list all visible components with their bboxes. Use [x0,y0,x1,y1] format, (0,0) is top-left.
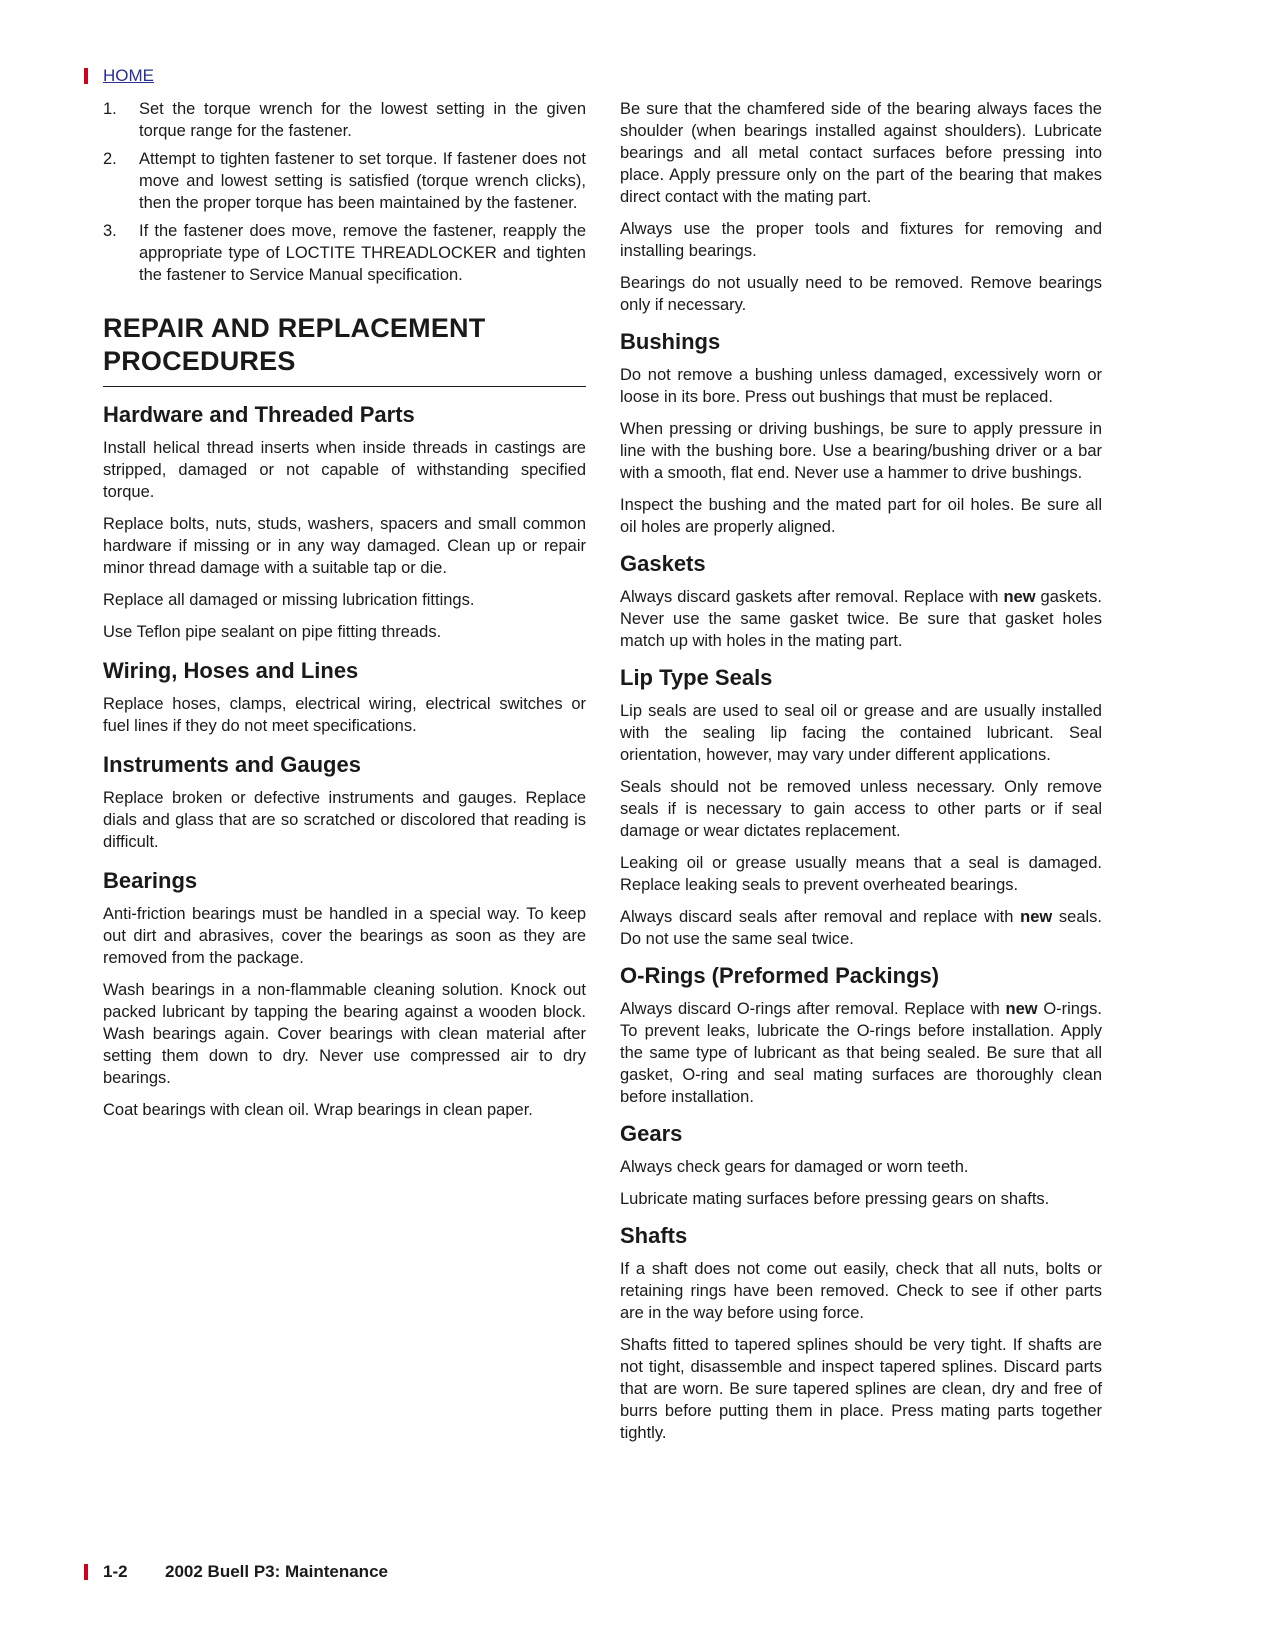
paragraph: When pressing or driving bushings, be sure to apply pressure in line with the bushing bore. Use a bearing/bushing driver or a bar with a smooth, flat end. Never use a hammer to drive bushings. [620,420,1102,482]
footer-title: 2002 Buell P3: Maintenance [165,1562,388,1581]
paragraph: Bearings do not usually need to be removed. Remove bearings only if necessary. [620,274,1102,314]
step-text: Attempt to tighten fastener to set torque. If fastener does not move and lowest setting is satisfied (torque wrench clicks), then the proper torque has been maintained by the fastener. [139,150,586,212]
paragraph: Replace bolts, nuts, studs, washers, spacers and small common hardware if missing or in any way damaged. Clean up or repair minor thread damage with a suitable tap or die. [103,515,586,577]
text-run: seals. Do not use the same seal twice. [620,908,1103,948]
gaskets-heading: Gaskets [620,551,706,576]
paragraph: Install helical thread inserts when inside threads in castings are stripped, damaged or not capable of withstanding specified torque. [103,439,586,501]
paragraph: Seals should not be removed unless necessary. Only remove seals if is necessary to gain access to other parts or if seal damage or wear dictates replacement. [620,778,1102,840]
header-marker [84,68,88,84]
text-run: Always discard O-rings after removal. Replace with [620,1000,1006,1018]
paragraph: Be sure that the chamfered side of the bearing always faces the shoulder (when bearings installed against shoulders). Lubricate bearings and all metal contact surfaces before pressing into place. Apply pressure only on the part of the bearing that makes direct contact with the mating part. [620,100,1102,206]
step-number: 2. [103,150,117,168]
hardware-heading: Hardware and Threaded Parts [103,402,415,427]
list-item [103,98,586,142]
step-text: Set the torque wrench for the lowest setting in the given torque range for the fastener. [139,100,586,140]
text-run: Always discard seals after removal and replace with [620,908,1021,926]
step-text: If the fastener does move, remove the fastener, reapply the appropriate type of LOCTITE THREADLOCKER and tighten the fastener to Service Manual specification. [139,222,586,284]
text-run: O-rings. To prevent leaks, lubricate the O-rings before installation. Apply the same type of lubricant as that being sealed. Be sure that all gasket, O-ring and seal mating surfaces are thoroughly clean before installation. [620,1000,1102,1106]
instruments-heading: Instruments and Gauges [103,752,361,777]
emphasis-new: new [1003,588,1036,606]
list-item [103,148,586,214]
paragraph: Shafts fitted to tapered splines should be very tight. If shafts are not tight, disassemble and inspect tapered splines. Discard parts that are worn. Be sure tapered splines are clean, dry and free of burrs before putting them in place. Press mating parts together tightly. [620,1336,1102,1442]
bearings-heading: Bearings [103,868,198,893]
gears-heading: Gears [620,1121,683,1146]
lip-seals-heading: Lip Type Seals [620,665,773,690]
paragraph: If a shaft does not come out easily, check that all nuts, bolts or retaining rings have been removed. Check to see if other parts are in the way before using force. [620,1260,1102,1322]
section-title: REPAIR AND REPLACEMENT PROCEDURES [103,312,586,387]
paragraph: Always check gears for damaged or worn teeth. [620,1158,969,1176]
paragraph: Leaking oil or grease usually means that a seal is damaged. Replace leaking seals to prevent overheated bearings. [620,854,1102,894]
paragraph: Lubricate mating surfaces before pressing gears on shafts. [620,1190,1050,1208]
paragraph: Replace broken or defective instruments and gauges. Replace dials and glass that are so scratched or discolored that reading is difficult. [103,789,586,851]
paragraph: Coat bearings with clean oil. Wrap bearings in clean paper. [103,1101,533,1119]
paragraph: Wash bearings in a non-flammable cleaning solution. Knock out packed lubricant by tapping the bearing against a wooden block. Wash bearings again. Cover bearings with clean material after setting them down to dry. Never use compressed air to dry bearings. [103,981,586,1087]
paragraph: Replace hoses, clamps, electrical wiring, electrical switches or fuel lines if they do not meet specifications. [103,695,586,735]
step-number: 3. [103,222,117,240]
emphasis-new: new [1005,1000,1038,1018]
o-rings-heading: O-Rings (Preformed Packings) [620,963,940,988]
left-column [103,98,586,1131]
step-number: 1. [103,100,117,118]
page-footer [103,1562,388,1582]
paragraph: Replace all damaged or missing lubrication fittings. [103,591,475,609]
text-run: gaskets. Never use the same gasket twice. Be sure that gasket holes match up with holes in the mating part. [620,588,1102,650]
footer-marker [84,1564,88,1580]
paragraph [620,586,1102,652]
paragraph: Lip seals are used to seal oil or grease and are usually installed with the sealing lip facing the contained lubricant. Seal orientation, however, may vary under different applications. [620,702,1102,764]
text-run: Always discard gaskets after removal. Replace with [620,588,1004,606]
emphasis-new: new [1020,908,1053,926]
paragraph [620,906,1102,950]
right-column [620,98,1102,1454]
paragraph: Anti-friction bearings must be handled in a special way. To keep out dirt and abrasives, cover the bearings as soon as they are removed from the package. [103,905,586,967]
wiring-heading: Wiring, Hoses and Lines [103,658,359,683]
paragraph [620,998,1102,1108]
torque-steps [103,98,586,286]
paragraph: Inspect the bushing and the mated part for oil holes. Be sure all oil holes are properly aligned. [620,496,1102,536]
home-link[interactable]: HOME [103,66,154,85]
list-item [103,220,586,286]
page-number: 1-2 [103,1562,128,1581]
paragraph: Always use the proper tools and fixtures for removing and installing bearings. [620,220,1102,260]
paragraph: Use Teflon pipe sealant on pipe fitting threads. [103,623,442,641]
paragraph: Do not remove a bushing unless damaged, excessively worn or loose in its bore. Press out bushings that must be replaced. [620,366,1102,406]
bushings-heading: Bushings [620,329,721,354]
shafts-heading: Shafts [620,1223,688,1248]
